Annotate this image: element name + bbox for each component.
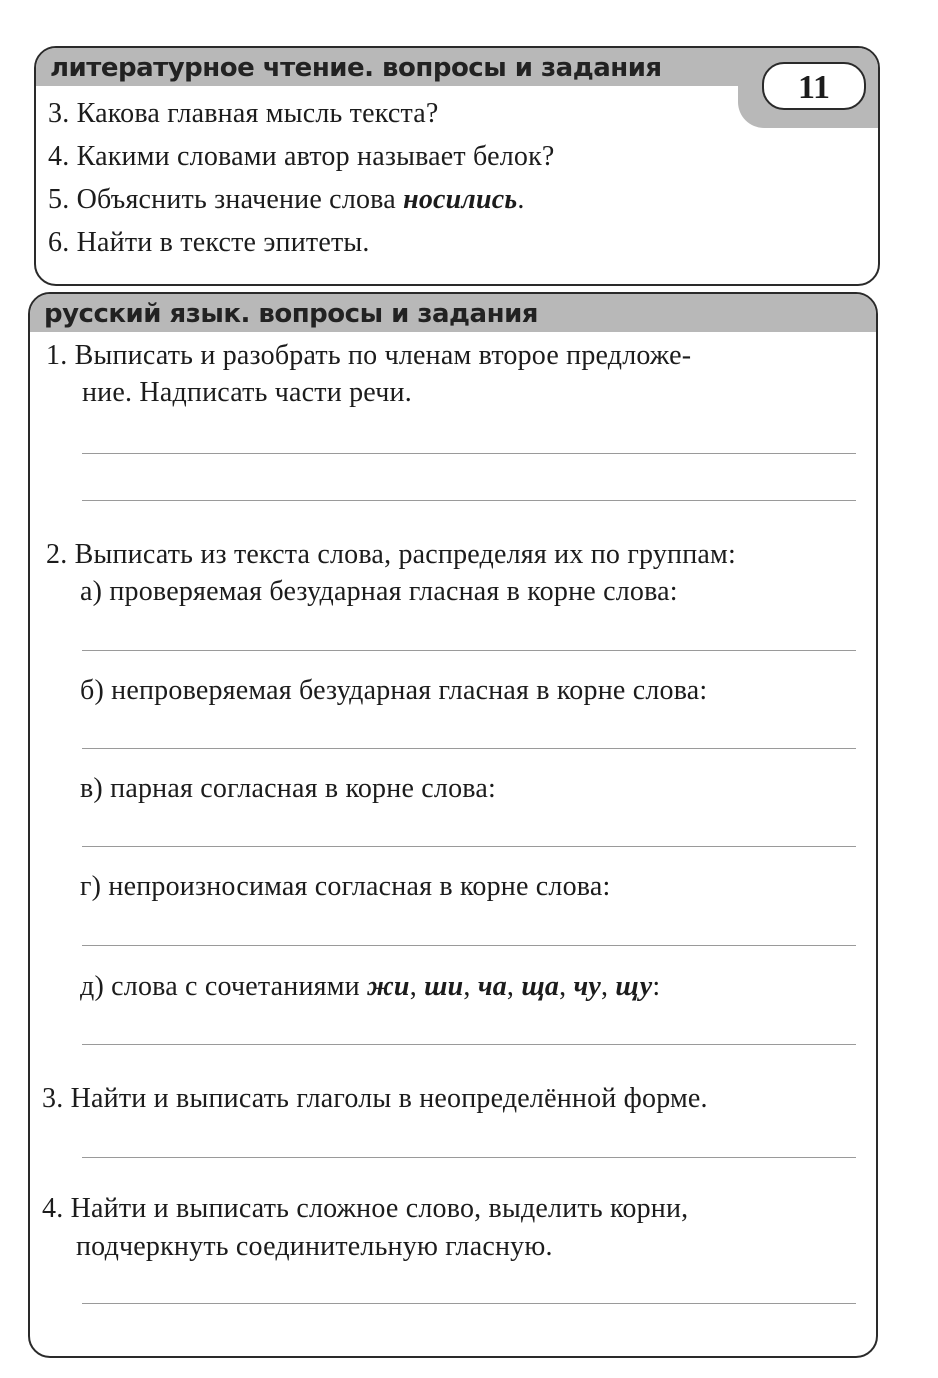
answer-line[interactable] xyxy=(82,1044,856,1045)
page-number: 11 xyxy=(762,62,866,110)
russian-header: русский язык. вопросы и задания xyxy=(30,294,876,332)
task2-item-a: а) проверяемая безударная гласная в корне слова: xyxy=(80,576,678,607)
combo-shi: ши xyxy=(424,971,464,1002)
combo-cha: ча xyxy=(477,971,507,1002)
answer-line[interactable] xyxy=(82,945,856,946)
answer-line[interactable] xyxy=(82,500,856,501)
lit-question-5-suffix: . xyxy=(517,184,525,215)
answer-line[interactable] xyxy=(82,748,856,749)
task2-item-d-suffix: : xyxy=(652,971,661,1002)
task2-item-d-text: д) слова с сочетаниями xyxy=(80,971,368,1002)
task2-title: 2. Выписать из текста слова, распределяя их по группам: xyxy=(46,539,736,570)
task2-item-g: г) непроизносимая согласная в корне слова: xyxy=(80,871,611,902)
task1-line2: ние. Надписать части речи. xyxy=(82,377,412,408)
task3: 3. Найти и выписать глаголы в неопределённой форме. xyxy=(42,1083,708,1114)
combo-shchu: щу xyxy=(615,971,653,1002)
task2-item-v: в) парная согласная в корне слова: xyxy=(80,773,496,804)
lit-question-5-word: носились xyxy=(403,184,518,215)
page-number-tab xyxy=(738,48,878,128)
literature-header: литературное чтение. вопросы и задания xyxy=(36,48,878,86)
answer-line[interactable] xyxy=(82,453,856,454)
combo-zhi: жи xyxy=(367,971,410,1002)
lit-question-3: 3. Какова главная мысль текста? xyxy=(48,98,439,129)
lit-question-5 xyxy=(48,182,525,218)
lit-question-5-text: 5. Объяснить значение слова xyxy=(48,184,404,215)
combo-chu: чу xyxy=(573,971,601,1002)
answer-line[interactable] xyxy=(82,1303,856,1304)
answer-line[interactable] xyxy=(82,1157,856,1158)
task2-item-d: д) слова с сочетаниями жи, ши, ча, ща, чу, щу: xyxy=(80,971,661,1002)
answer-line[interactable] xyxy=(82,650,856,651)
task1-line1: 1. Выписать и разобрать по членам второе предложе- xyxy=(46,340,692,371)
task2-item-b: б) непроверяемая безударная гласная в корне слова: xyxy=(80,675,708,706)
answer-line[interactable] xyxy=(82,846,856,847)
lit-question-4: 4. Какими словами автор называет белок? xyxy=(48,141,555,172)
task4-line2: подчеркнуть соединительную гласную. xyxy=(76,1231,553,1262)
task4-line1: 4. Найти и выписать сложное слово, выделить корни, xyxy=(42,1193,689,1224)
combo-shcha: ща xyxy=(521,971,560,1002)
lit-question-6: 6. Найти в тексте эпитеты. xyxy=(48,227,370,258)
